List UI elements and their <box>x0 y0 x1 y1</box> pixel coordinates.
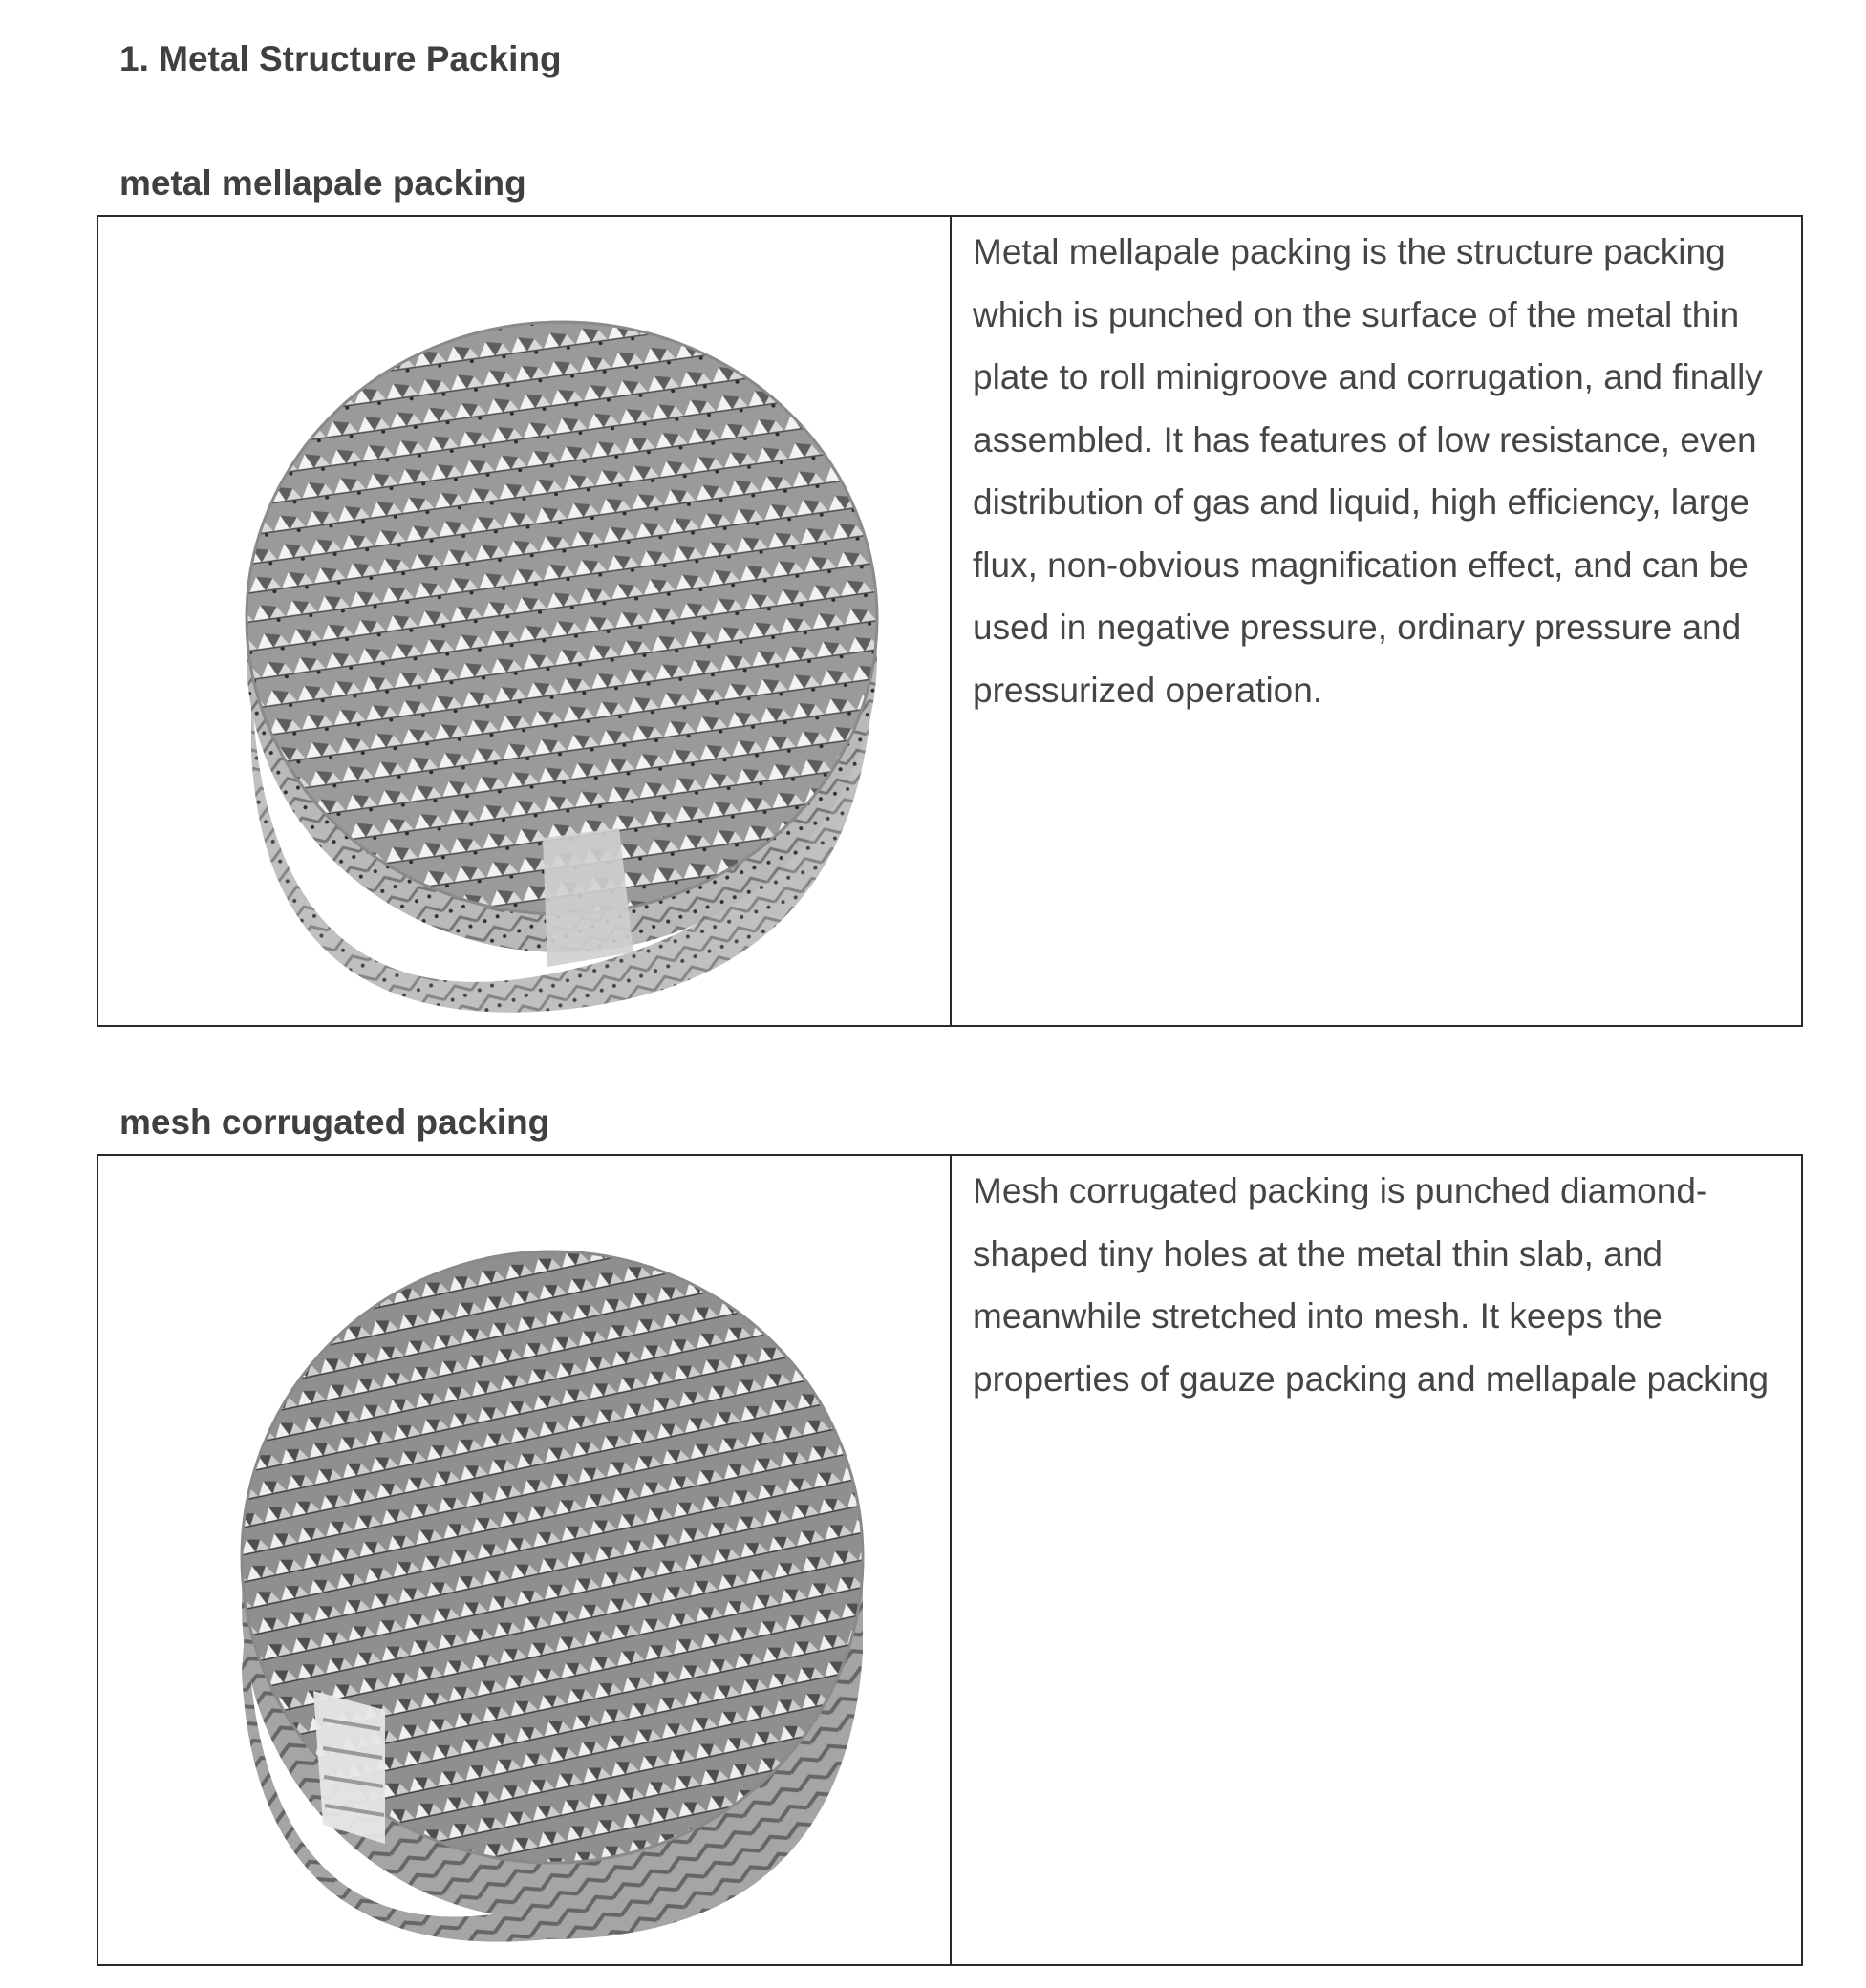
product-description: Mesh corrugated packing is punched diamond-shaped tiny holes at the metal thin slab, and meanwhile stretched into mesh. It keeps the properties of gauze packing and mellapale packing <box>973 1171 1769 1399</box>
product-table-mellapale <box>97 215 1803 1027</box>
product-description: Metal mellapale packing is the structure packing which is punched on the surface of the metal thin plate to roll minigroove and corrugation, and finally assembled. It has features of low resistance, even distribution of gas and liquid, high efficiency, large flux, non-obvious magnification effect, and can be used in negative pressure, ordinary pressure and pressurized operation. <box>973 232 1763 710</box>
section-title-mesh: mesh corrugated packing <box>119 1102 550 1142</box>
mellapale-packing-photo <box>98 217 952 1025</box>
page-title: 1. Metal Structure Packing <box>119 39 562 78</box>
mesh-packing-photo <box>98 1156 952 1964</box>
description-cell <box>952 217 1801 1025</box>
product-table-mesh <box>97 1154 1803 1966</box>
image-cell <box>98 217 952 1025</box>
packing-cylinder-shape <box>242 1251 863 1942</box>
section-title-mellapale: metal mellapale packing <box>119 163 526 203</box>
packing-cylinder-shape <box>247 322 877 1013</box>
image-cell <box>98 1156 952 1964</box>
description-cell <box>952 1156 1801 1964</box>
